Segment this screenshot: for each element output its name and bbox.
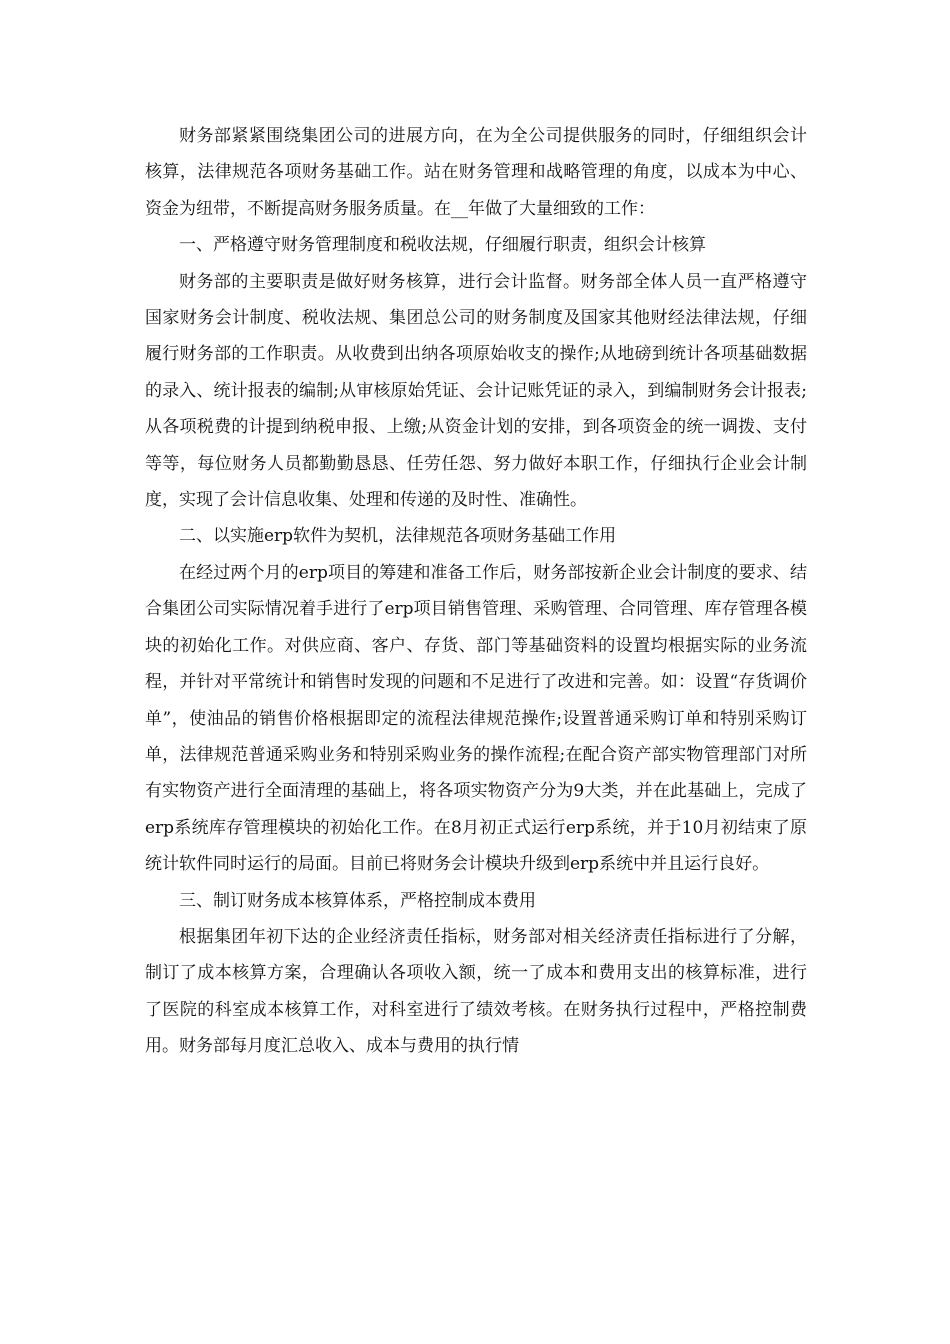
document-body [145, 118, 807, 1065]
intro-paragraph: 财务部紧紧围绕集团公司的进展方向，在为全公司提供服务的同时，仔细组织会计核算，法律规范各项财务基础工作。站在财务管理和战略管理的角度，以成本为中心、资金为纽带，不断提高财务服务质量。在__年做了大量细致的工作： [145, 126, 807, 219]
section-2-paragraph: 在经过两个月的erp项目的筹建和准备工作后，财务部按新企业会计制度的要求、结合集团公司实际情况着手进行了erp项目销售管理、采购管理、合同管理、库存管理各模块的初始化工作。对供应商、客户、存货、部门等基础资料的设置均根据实际的业务流程，并针对平常统计和销售时发现的问题和不足进行了改进和完善。如：设置“存货调价单”，使油品的销售价格根据即定的流程法律规范操作;设置普通采购订单和特别采购订单，法律规范普通采购业务和特别采购业务的操作流程;在配合资产部实物管理部门对所有实物资产进行全面清理的基础上，将各项实物资产分为9大类，并在此基础上，完成了erp系统库存管理模块的初始化工作。在8月初正式运行erp系统，并于10月初结束了原统计软件同时运行的局面。目前已将财务会计模块升级到erp系统中并且运行良好。 [145, 562, 807, 875]
section-3-paragraph: 根据集团年初下达的企业经济责任指标，财务部对相关经济责任指标进行了分解，制订了成本核算方案，合理确认各项收入额，统一了成本和费用支出的核算标准，进行了医院的科室成本核算工作，对科室进行了绩效考核。在财务执行过程中，严格控制费用。财务部每月度汇总收入、成本与费用的执行情 [145, 926, 807, 1057]
section-heading-3: 三、制订财务成本核算体系，严格控制成本费用 [179, 890, 536, 911]
section-1-paragraph: 财务部的主要职责是做好财务核算，进行会计监督。财务部全体人员一直严格遵守国家财务会计制度、税收法规、集团总公司的财务制度及国家其他财经法律法规，仔细履行财务部的工作职责。从收费到出纳各项原始收支的操作;从地磅到统计各项基础数据的录入、统计报表的编制;从审核原始凭证、会计记账凭证的录入，到编制财务会计报表;从各项税费的计提到纳税申报、上缴;从资金计划的安排，到各项资金的统一调拨、支付等等，每位财务人员都勤勤恳恳、任劳任怨、努力做好本职工作，仔细执行企业会计制度，实现了会计信息收集、处理和传递的及时性、准确性。 [145, 271, 807, 511]
section-heading-2: 二、以实施erp软件为契机，法律规范各项财务基础工作用 [179, 526, 617, 547]
section-heading-1: 一、严格遵守财务管理制度和税收法规，仔细履行职责，组织会计核算 [179, 235, 706, 256]
